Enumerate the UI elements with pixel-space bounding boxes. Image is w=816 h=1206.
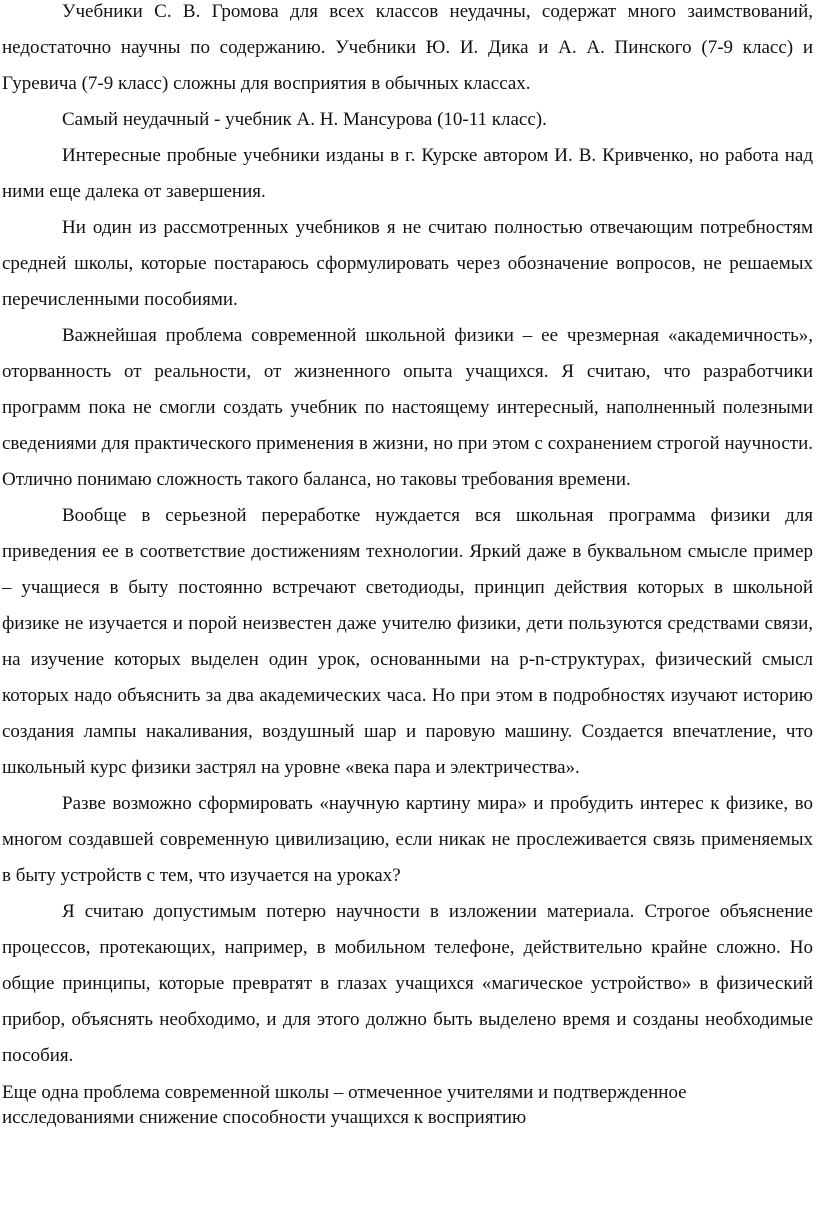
- paragraph-tail: Еще одна проблема современной школы – отмеченное учителями и подтвержденное исследованиями снижение способности учащихся к восприятию: [2, 1082, 687, 1128]
- paragraph-1: Учебники С. В. Громова для всех классов неудачны, содержат много заимствований, недостаточно научны по содержанию. Учебники Ю. И. Дика и А. А. Пинского (7-9 класс) и Гуревича (7-9 класс) сложны для восприятия в обычных классах.: [2, 1, 813, 94]
- paragraph-3: Интересные пробные учебники изданы в г. Курске автором И. В. Кривченко, но работа над ними еще далека от завершения.: [2, 145, 813, 202]
- paragraph-8: Я считаю допустимым потерю научности в изложении материала. Строгое объяснение процессов, протекающих, например, в мобильном телефоне, действительно крайне сложно. Но общие принципы, которые превратят в глазах учащихся «магическое устройство» в физический прибор, объяснять необходимо, и для этого должно быть выделено время и созданы необходимые пособия.: [2, 901, 813, 1066]
- paragraph-6: Вообще в серьезной переработке нуждается вся школьная программа физики для приведения ее в соответствие достижениям технологии. Яркий даже в буквальном смысле пример – учащиеся в быту постоянно встречают светодиоды, принцип действия которых в школьной физике не изучается и порой неизвестен даже учителю физики, дети пользуются средствами связи, на изучение которых выделен один урок, основанными на p-n-структурах, физический смысл которых надо объяснить за два академических часа. Но при этом в подробностях изучают историю создания лампы накаливания, воздушный шар и паровую машину. Создается впечатление, что школьный курс физики застрял на уровне «века пара и электричества».: [2, 505, 813, 778]
- paragraph-7: Разве возможно сформировать «научную картину мира» и пробудить интерес к физике, во многом создавшей современную цивилизацию, если никак не прослеживается связь применяемых в быту устройств с тем, что изучается на уроках?: [2, 793, 813, 886]
- paragraph-5: Важнейшая проблема современной школьной физики – ее чрезмерная «академичность», оторванность от реальности, от жизненного опыта учащихся. Я считаю, что разработчики программ пока не смогли создать учебник по настоящему интересный, наполненный полезными сведениями для практического применения в жизни, но при этом с сохранением строгой научности. Отлично понимаю сложность такого баланса, но таковы требования времени.: [2, 325, 813, 490]
- paragraph-2: Самый неудачный - учебник А. Н. Мансурова (10-11 класс).: [62, 109, 547, 130]
- paragraph-4: Ни один из рассмотренных учебников я не считаю полностью отвечающим потребностям средней школы, которые постараюсь сформулировать через обозначение вопросов, не решаемых перечисленными пособиями.: [2, 217, 813, 310]
